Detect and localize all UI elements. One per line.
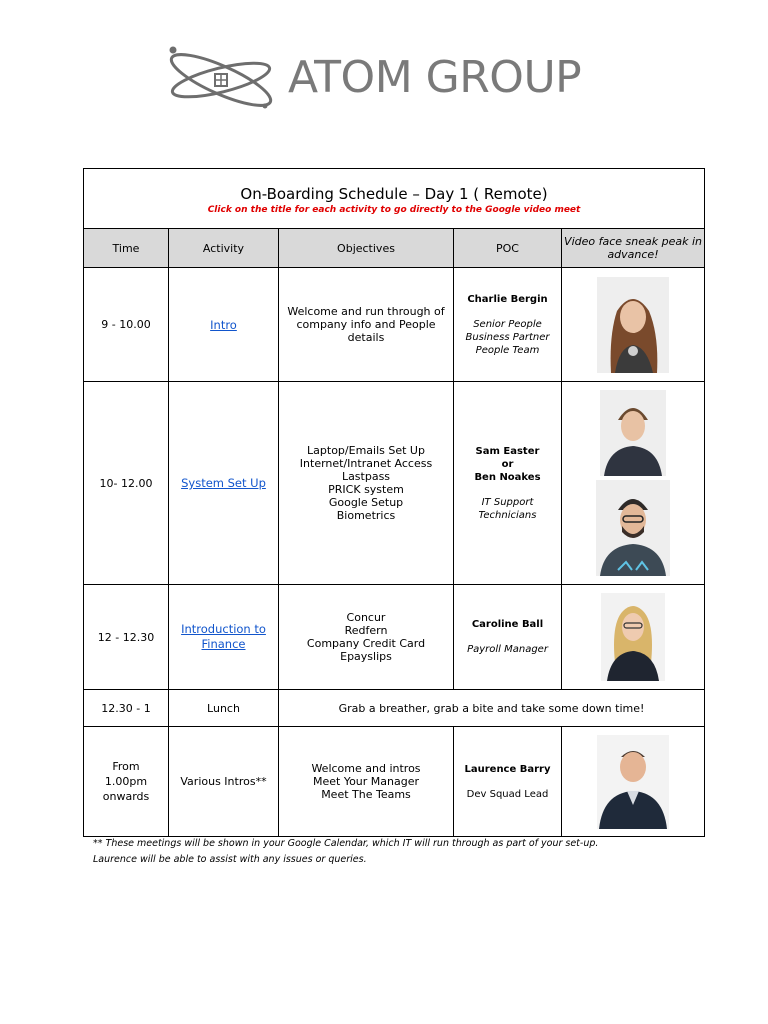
poc-name: Sam Easter: [475, 445, 540, 457]
row-video: [562, 268, 705, 382]
header-video: Video face sneak peak in advance!: [562, 229, 705, 268]
header-objectives: Objectives: [279, 229, 454, 268]
row-objectives: [279, 585, 454, 690]
poc-name: Laurence Barry: [464, 763, 551, 775]
table-row: [84, 727, 705, 837]
time-line: 1.00pm: [104, 775, 148, 788]
row-activity: [169, 585, 279, 690]
atom-icon: [165, 44, 277, 116]
footnote-line: Laurence will be able to assist with any issues or queries.: [93, 854, 367, 865]
table-row: [84, 382, 705, 585]
objective-line: Concur: [346, 611, 386, 624]
row-objectives: [279, 382, 454, 585]
objective-line: Lastpass: [341, 470, 391, 483]
objective-line: details: [347, 331, 385, 344]
row-video: [562, 585, 705, 690]
objective-line: Epayslips: [340, 650, 392, 663]
onboarding-schedule-table: [83, 168, 705, 837]
row-time: 9 - 10.00: [84, 268, 169, 382]
row-activity: [169, 268, 279, 382]
objective-line: Company Credit Card: [306, 637, 426, 650]
objective-line: Welcome and intros: [311, 762, 421, 775]
header-time: Time: [84, 229, 169, 268]
objective-line: Meet The Teams: [321, 788, 411, 801]
objective-line: Welcome and run through of: [287, 305, 445, 318]
poc-name: Caroline Ball: [471, 619, 544, 630]
row-time: [84, 727, 169, 837]
objective-line: PRICK system: [328, 483, 404, 496]
atom-group-logo: [165, 44, 605, 116]
poc-name-or: or: [501, 458, 514, 470]
finance-meet-link[interactable]: [181, 622, 266, 652]
brand-name: ATOM GROUP: [288, 52, 582, 103]
intro-meet-link[interactable]: Intro: [210, 317, 237, 332]
poc-role: Payroll Manager: [467, 644, 548, 655]
activity-line: Introduction to: [181, 622, 266, 636]
row-video: [562, 382, 705, 585]
schedule-title: On-Boarding Schedule – Day 1 ( Remote): [240, 184, 548, 203]
objective-line: Internet/Intranet Access: [299, 457, 433, 470]
row-activity: Lunch: [169, 690, 279, 727]
header-poc: POC: [454, 229, 562, 268]
poc-role: Dev Squad Lead: [466, 788, 549, 800]
row-time: 12 - 12.30: [84, 585, 169, 690]
poc-role-line: Technicians: [478, 509, 537, 521]
time-line: From: [112, 760, 140, 773]
activity-line: Finance: [201, 637, 246, 651]
footnote-line: ** These meetings will be shown in your Google Calendar, which IT will run through as part of your set-up.: [93, 838, 599, 849]
caroline-ball-photo: [601, 593, 665, 681]
objective-line: Biometrics: [336, 509, 396, 522]
footnote: [93, 836, 693, 868]
objective-line: Redfern: [344, 624, 388, 637]
schedule-title-cell: [84, 169, 705, 229]
row-activity: Various Intros**: [169, 727, 279, 837]
charlie-bergin-photo: [597, 277, 669, 373]
row-poc: [454, 268, 562, 382]
row-activity: [169, 382, 279, 585]
header-activity: Activity: [169, 229, 279, 268]
poc-role-line: IT Support: [481, 496, 534, 508]
row-objectives: [279, 727, 454, 837]
objective-line: Meet Your Manager: [312, 775, 420, 788]
table-row: [84, 690, 705, 727]
time-line: onwards: [102, 790, 150, 803]
sam-easter-photo: [600, 390, 666, 476]
poc-name: Charlie Bergin: [467, 293, 548, 305]
lunch-description: Grab a breather, grab a bite and take some down time!: [279, 690, 705, 727]
poc-role-line: Business Partner: [465, 331, 550, 343]
row-objectives: [279, 268, 454, 382]
table-row: [84, 585, 705, 690]
poc-name: Ben Noakes: [474, 471, 541, 483]
row-poc: [454, 727, 562, 837]
table-row: [84, 268, 705, 382]
poc-role-line: People Team: [475, 344, 540, 356]
objective-line: Google Setup: [328, 496, 404, 509]
row-time: 12.30 - 1: [84, 690, 169, 727]
laurence-barry-photo: [597, 735, 669, 829]
objective-line: company info and People: [296, 318, 436, 331]
row-poc: [454, 585, 562, 690]
objective-line: Laptop/Emails Set Up: [307, 444, 425, 457]
schedule-subtitle: Click on the title for each activity to go directly to the Google video meet: [207, 204, 581, 215]
row-video: [562, 727, 705, 837]
ben-noakes-photo: [596, 480, 670, 576]
system-setup-meet-link[interactable]: System Set Up: [181, 476, 266, 490]
table-header-row: [84, 229, 705, 268]
row-poc: [454, 382, 562, 585]
row-time: 10- 12.00: [84, 382, 169, 585]
poc-role-line: Senior People: [473, 318, 542, 330]
